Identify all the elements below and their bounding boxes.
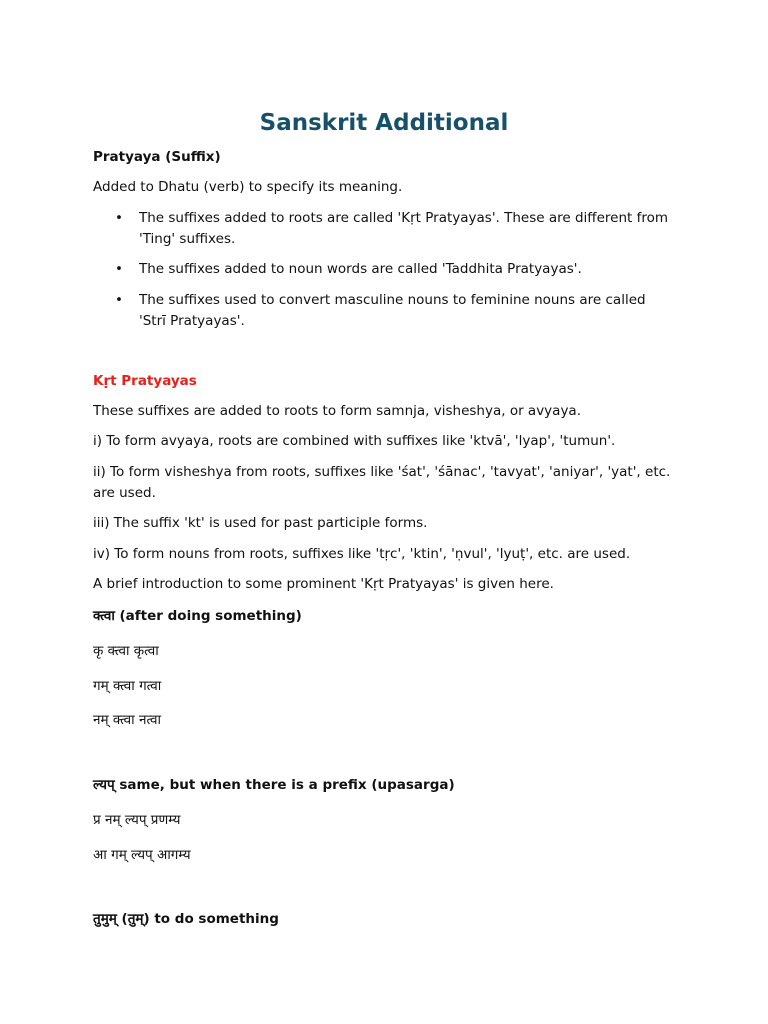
- bullet-dot-icon: •: [115, 292, 123, 308]
- ktva-example: कृ क्त्वा कृत्वा: [93, 643, 159, 659]
- paragraph: A brief introduction to some prominent 'Kṛt Pratyayas' is given here.: [93, 576, 554, 592]
- ktva-example: गम् क्त्वा गत्वा: [93, 678, 162, 694]
- tumun-heading: तुमुम् (तुम्) to do something: [93, 911, 279, 927]
- lyap-heading: ल्यप् same, but when there is a prefix (upasarga): [93, 777, 455, 793]
- paragraph: iii) The suffix 'kt' is used for past participle forms.: [93, 515, 428, 531]
- paragraph: iv) To form nouns from roots, suffixes like 'tṛc', 'ktin', 'ṇvul', 'lyuṭ', etc. are used.: [93, 546, 631, 562]
- paragraph: i) To form avyaya, roots are combined with suffixes like 'ktvā', 'lyap', 'tumun'.: [93, 433, 616, 449]
- paragraph: ii) To form visheshya from roots, suffixes like 'śat', 'śānac', 'tavyat', 'aniyar', 'yat', etc. are used.: [93, 464, 671, 501]
- lyap-example: प्र नम् ल्यप् प्रणम्य: [93, 812, 181, 828]
- bullet-text: The suffixes added to roots are called 'Kṛt Pratyayas'. These are different from 'Ting' suffixes.: [139, 210, 669, 247]
- bullet-dot-icon: •: [115, 261, 123, 277]
- document-title: Sanskrit Additional: [259, 110, 509, 136]
- section-heading-krt-pratyayas: Kṛt Pratyayas: [93, 373, 197, 389]
- bullet-text: The suffixes used to convert masculine nouns to feminine nouns are called 'Strī Pratyayas'.: [139, 292, 646, 329]
- ktva-heading: क्त्वा (after doing something): [93, 608, 302, 624]
- paragraph: These suffixes are added to roots to form samnja, visheshya, or avyaya.: [93, 403, 581, 419]
- bullet-dot-icon: •: [115, 210, 123, 226]
- ktva-example: नम् क्त्वा नत्वा: [93, 712, 162, 728]
- section-heading-pratyaya: Pratyaya (Suffix): [93, 149, 221, 165]
- bullet-text: The suffixes added to noun words are called 'Taddhita Pratyayas'.: [139, 261, 582, 277]
- lyap-example: आ गम् ल्यप् आगम्य: [93, 847, 191, 863]
- section-intro: Added to Dhatu (verb) to specify its meaning.: [93, 179, 403, 195]
